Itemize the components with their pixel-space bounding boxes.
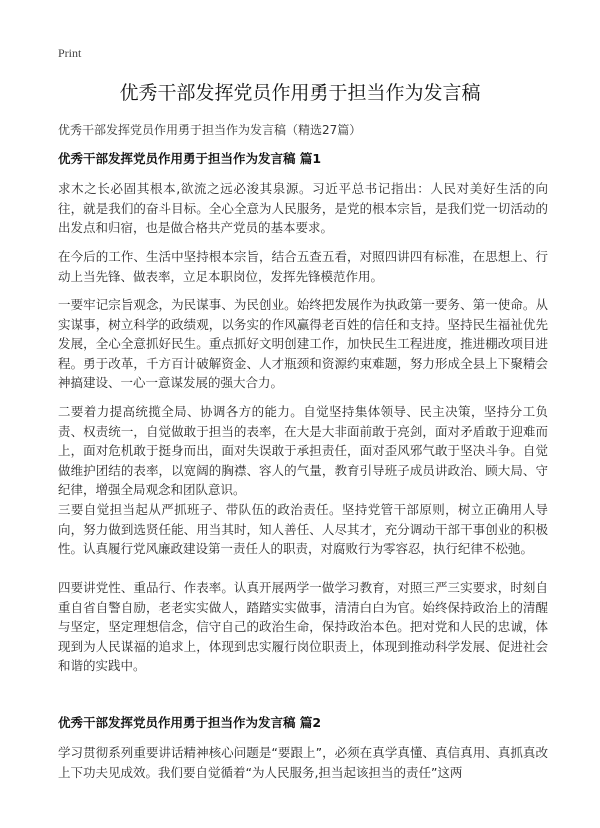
section-heading-1: 优秀干部发挥党员作用勇于担当作为发言稿 篇1 [58,151,322,166]
print-link[interactable]: Print [58,46,82,60]
paragraph: 四要讲党性、重品行、作表率。认真开展两学一做学习教育，对照三严三实要求，时刻自重自省自警自励，老老实实做人，踏踏实实做事，清清白白为官。始终保持政治上的清醒与坚定，坚定理想信念，信守自己的政治生命，保持政治本色。把对党和人民的忠诚，体现到为人民谋福的追求上，体现到忠实履行岗位职责上，体现到推动科学发展、促进社会和谐的实践中。 [58,580,548,673]
paragraph: 学习贯彻系列重要讲话精神核心问题是“要跟上”，必须在真学真懂、真信真用、真抓真改上下功夫见成效。我们要自觉循着“为人民服务,担当起该担当的责任”这两 [58,745,548,780]
paragraph: 三要自觉担当起从严抓班子、带队伍的政治责任。坚持党管干部原则，树立正确用人导向，努力做到选贤任能、用当其时，知人善任、人尽其才，充分调动干部干事创业的积极性。认真履行党风廉政建设第一责任人的职责，对腐败行为零容忍，执行纪律不松弛。 [58,502,548,556]
paragraph: 一要牢记宗旨观念，为民谋事、为民创业。始终把发展作为执政第一要务、第一使命。从实谋事，树立科学的政绩观，以务实的作风赢得老百姓的信任和支持。坚持民生福祉优先发展，全心全意抓好民生。重点抓好文明创建工作，加快民生工程进度，推进棚改项目进程。勇于改革，千方百计破解资金、人才瓶颈和资源约束难题，努力形成全县上下聚精会神搞建设、一心一意谋发展的强大合力。 [58,297,548,390]
paragraph: 在今后的工作、生活中坚持根本宗旨，结合五查五看，对照四讲四有标准，在思想上、行动上当先锋、做表率，立足本职岗位，发挥先锋模范作用。 [58,249,548,284]
document-subtitle: 优秀干部发挥党员作用勇于担当作为发言稿（精选27篇） [58,123,362,137]
paragraph: 求木之长必固其根本,欲流之远必浚其泉源。习近平总书记指出：人民对美好生活的向往，就是我们的奋斗目标。全心全意为人民服务，是党的根本宗旨，是我们党一切活动的出发点和归宿，也是做合格共产党员的基本要求。 [58,181,548,235]
paragraph: 二要着力提高统揽全局、协调各方的能力。自觉坚持集体领导、民主决策，坚持分工负责、权责统一，自觉做敢于担当的表率，在大是大非面前敢于亮剑，面对矛盾敢于迎难而上，面对危机敢于挺身而出，面对失误敢于承担责任，面对歪风邪气敢于坚决斗争。自觉做维护团结的表率，以宽阔的胸襟、容人的气量，教育引导班子成员讲政治、顾大局、守纪律，增强全局观念和团队意识。 [58,404,548,497]
document-title: 优秀干部发挥党员作用勇于担当作为发言稿 [119,82,481,104]
section-heading-2: 优秀干部发挥党员作用勇于担当作为发言稿 篇2 [58,715,322,730]
